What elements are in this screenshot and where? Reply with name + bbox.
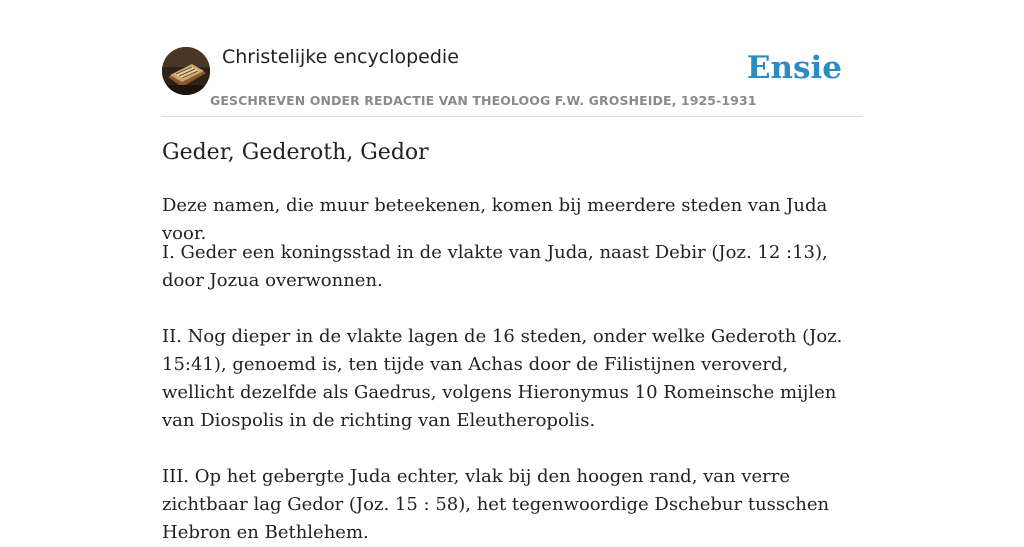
article-paragraph: Deze namen, die muur beteekenen, komen bij meerdere steden van Juda voor. [162, 195, 828, 244]
article-paragraph: III. Op het gebergte Juda echter, vlak bij den hoogen rand, van verre zichtbaar lag Gedor (Joz. 15 : 58), het tegenwoordige Dschebur tusschen Hebron en Bethlehem. [162, 466, 830, 543]
book-photo-icon[interactable] [162, 47, 210, 95]
article-title: Geder, Gederoth, Gedor [162, 140, 429, 165]
site-title[interactable]: Christelijke encyclopedie [222, 46, 459, 68]
article-paragraph: II. Nog dieper in de vlakte lagen de 16 steden, onder welke Gederoth (Joz. 15:41), genoemd is, ten tijde van Achas door de Filistijnen veroverd, wellicht dezelfde als Gaedrus, volgens Hieronymus 10 Romeinsche mijlen van Diospolis in de richting van Eleutheropolis. [162, 326, 843, 431]
article-paragraph: I. Geder een koningsstad in de vlakte van Juda, naast Debir (Joz. 12 :13), door Jozua overwonnen. [162, 242, 828, 291]
brand-logo[interactable]: Ensie [746, 50, 842, 86]
site-header [162, 0, 862, 117]
site-subtitle: GESCHREVEN ONDER REDACTIE VAN THEOLOOG F.W. GROSHEIDE, 1925-1931 [210, 93, 757, 108]
page [162, 0, 862, 543]
